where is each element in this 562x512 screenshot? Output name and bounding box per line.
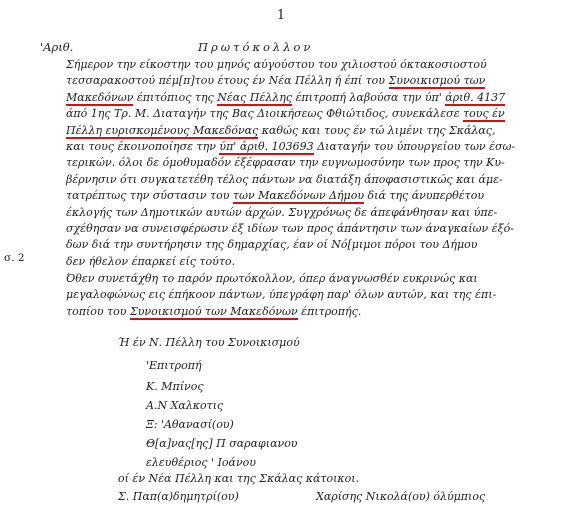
margin-note: σ. 2 [4, 252, 25, 264]
text-line [66, 288, 496, 301]
text-line [66, 272, 478, 285]
text-line [66, 173, 503, 186]
signature-member-4: Θ[α]νας[ης] Π σαραφιανου [146, 437, 298, 450]
text-line [66, 140, 515, 153]
signature-member-2: Α.Ν Χαλκοτις [146, 399, 224, 412]
underlined-phrase: Μακεδόνων [66, 90, 134, 104]
underlined-phrase: Συνοικισμού των Μακεδόνων [129, 304, 298, 318]
document-title: Πρωτόκολλον [198, 40, 314, 54]
text-segment: έπιτροπής. [297, 304, 362, 318]
text-line [66, 124, 495, 137]
underlined-phrase: Πέλλη ευρισκομένους Μακεδόνας [66, 123, 259, 137]
text-segment: σχέθησαν να συνεισφέρωσιν έξ ιδίων των προς άπάντησιν των άναγκαίων έξό- [66, 222, 514, 235]
text-line [66, 305, 361, 318]
committee-line-1: Ή έν Ν. Πέλλη του Συνοικισμού [118, 336, 300, 349]
residents-line: οί έν Νέα Πέλλη και της Σκάλας κάτοικοι. [118, 472, 360, 485]
text-segment: τερικών. όλοι δε όμοθυμαδόν έξέφρασαν την ευγνωμοσύνην των προς την Κυ- [66, 156, 505, 170]
text-line [66, 255, 235, 268]
text-line [66, 222, 514, 235]
text-segment: άπό 1ης Τρ. Μ. Διαταγήν της Βας Διοικήσεως Φθιώτιδος, συνεκάλεσε [66, 107, 464, 121]
text-line [66, 91, 505, 104]
text-line [66, 189, 484, 202]
underlined-phrase: άριθ. 4137 [445, 90, 506, 104]
underlined-phrase: ύπ' άριθ. 103693 [219, 140, 314, 153]
signature-member-5: ελευθέριος ' Ιοάνου [146, 456, 256, 469]
text-segment: τεσσαρακοστού πέμ[π]του έτους έν Νέα Πέλλη ή έπί του [66, 74, 389, 88]
page-number: 1 [276, 8, 286, 23]
text-segment: δεν ήθελον έπαρκεί είς τούτο. [66, 254, 236, 268]
text-line [66, 107, 505, 120]
text-segment: έπιτόπιος της [133, 90, 218, 104]
text-segment: δων διά την συντήρησιν της δημαρχίας, έαν οί Νό[μιμοι πόροι του Δήμου [66, 238, 478, 252]
text-segment: τατρέπτως την σύστασιν του [66, 189, 233, 203]
text-line [66, 156, 505, 169]
text-segment: Όθεν συνετάχθη το παρόν πρωτόκολλον, όπερ άναγνωσθέν ευκρινώς και [66, 272, 478, 285]
text-segment: διά της άνυπερθέτου [364, 189, 485, 203]
underlined-phrase: Νέας Πέλλης [217, 90, 293, 104]
text-line [66, 206, 497, 219]
signature-member-1: Κ. Μπίνος [146, 380, 204, 393]
underlined-phrase: Συνοικισμού των [388, 74, 486, 88]
text-segment: Διαταγήν του ύπουργείου των έσω- [313, 140, 516, 153]
committee-line-2: 'Επιτροπή [146, 359, 202, 372]
resident-signature-left: Σ. Παπ(α)δημητρί(ου) [118, 490, 239, 503]
text-segment: τοπίου του [66, 304, 130, 318]
text-segment: έπιτροπή λαβούσα την ύπ' [292, 90, 446, 104]
resident-signature-right: Χαρίσης Νικολά(ου) όλύμπιος [316, 490, 486, 503]
text-segment: και τους έκοινοποίησε την [66, 140, 220, 153]
text-segment: βέρνησιν ότι συγκατετέθη τέλος πάντων να διατάξη άποφασιστικώς και άμε- [66, 172, 503, 186]
signature-member-3: Ξ: 'Αθανασί(ου) [146, 418, 234, 431]
text-segment: καθώς και τους έν τώ λιμένι της Σκάλας, [258, 123, 496, 137]
text-line [66, 238, 477, 251]
text-segment: μεγαλοφώνως εις έπήκοον πάντων, ύπεγράφη παρ' όλων αυτών, και της έπι- [66, 288, 497, 302]
underlined-phrase: των Μακεδόνων Δήμου [232, 189, 365, 203]
text-segment: έκλογής των Δημοτικών αυτών άρχών. Συγχρόνως δε άπεφάνθησαν και ύπε- [66, 205, 498, 219]
underlined-phrase: τους έν [463, 107, 505, 121]
text-segment: Σήμερον την είκοστην του μηνός αύγούστου του χιλιοστού όκτακοσιοστού [66, 58, 487, 71]
text-line [66, 58, 487, 71]
number-label: 'Αριθ. [40, 40, 74, 54]
text-line [66, 74, 485, 87]
